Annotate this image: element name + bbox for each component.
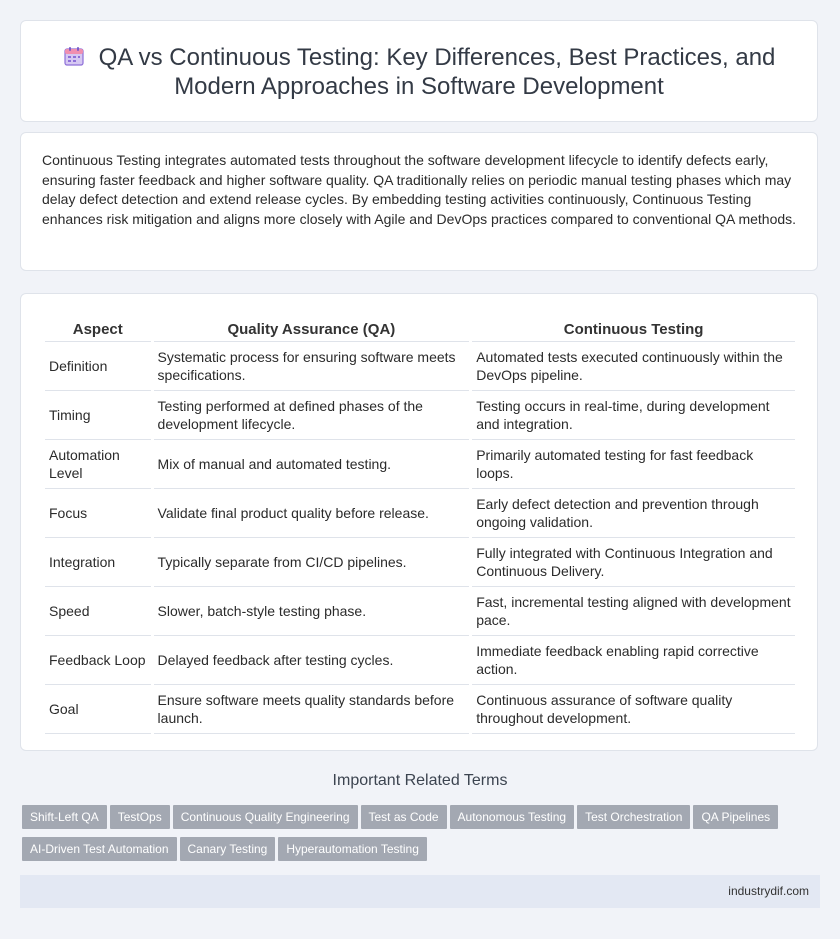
- tag-canary-testing[interactable]: Canary Testing: [180, 837, 276, 861]
- row-aspect: Feedback Loop: [45, 636, 151, 685]
- header-qa: Quality Assurance (QA): [154, 312, 470, 342]
- row-qa: Validate final product quality before release.: [154, 489, 470, 538]
- tag-test-orchestration[interactable]: Test Orchestration: [577, 805, 690, 829]
- row-qa: Typically separate from CI/CD pipelines.: [154, 538, 470, 587]
- row-ct: Immediate feedback enabling rapid corrective action.: [472, 636, 795, 685]
- header-aspect: Aspect: [45, 312, 151, 342]
- tag-test-as-code[interactable]: Test as Code: [361, 805, 447, 829]
- related-terms-heading: Important Related Terms: [332, 772, 508, 789]
- header-continuous-testing: Continuous Testing: [472, 312, 795, 342]
- table-row: [45, 636, 795, 685]
- calendar-icon: [63, 45, 85, 67]
- table-row: [45, 440, 795, 489]
- row-ct: Fully integrated with Continuous Integration and Continuous Delivery.: [472, 538, 795, 587]
- row-aspect: Timing: [45, 391, 151, 440]
- row-aspect: Integration: [45, 538, 151, 587]
- table-header-row: [45, 312, 795, 342]
- row-qa: Mix of manual and automated testing.: [154, 440, 470, 489]
- tag-shift-left-qa[interactable]: Shift-Left QA: [22, 805, 107, 829]
- table-row: [45, 538, 795, 587]
- row-ct: Automated tests executed continuously within the DevOps pipeline.: [472, 342, 795, 391]
- intro-paragraph: Continuous Testing integrates automated tests throughout the software development lifecycle to identify defects early, ensuring faster feedback and higher software quality. QA traditionally relies on periodic manual testing phases which may delay defect detection and extend release cycles. By embedding testing activities continuously, Continuous Testing enhances risk mitigation and aligns more closely with Agile and DevOps practices compared to conventional QA methods.: [42, 152, 797, 227]
- intro-card: [20, 132, 818, 271]
- row-qa: Delayed feedback after testing cycles.: [154, 636, 470, 685]
- row-aspect: Definition: [45, 342, 151, 391]
- row-qa: Systematic process for ensuring software meets specifications.: [154, 342, 470, 391]
- footer-site[interactable]: industrydif.com: [728, 884, 809, 898]
- row-aspect: Goal: [45, 685, 151, 734]
- footer: [20, 875, 820, 908]
- table-row: [45, 685, 795, 734]
- tag-testops[interactable]: TestOps: [110, 805, 170, 829]
- page-title-block: [21, 43, 817, 101]
- comparison-table: [42, 312, 798, 734]
- tag-hyperautomation-testing[interactable]: Hyperautomation Testing: [278, 837, 427, 861]
- row-qa: Slower, batch-style testing phase.: [154, 587, 470, 636]
- table-row: [45, 587, 795, 636]
- table-row: [45, 489, 795, 538]
- row-ct: Fast, incremental testing aligned with development pace.: [472, 587, 795, 636]
- row-ct: Early defect detection and prevention through ongoing validation.: [472, 489, 795, 538]
- row-ct: Testing occurs in real-time, during development and integration.: [472, 391, 795, 440]
- row-aspect: Focus: [45, 489, 151, 538]
- page-title: QA vs Continuous Testing: Key Differences, Best Practices, and Modern Approaches in Software Development: [98, 44, 776, 100]
- row-qa: Ensure software meets quality standards before launch.: [154, 685, 470, 734]
- tag-ai-driven-test-automation[interactable]: AI-Driven Test Automation: [22, 837, 177, 861]
- title-card: [20, 20, 818, 122]
- related-terms-list: [22, 805, 812, 869]
- tag-autonomous-testing[interactable]: Autonomous Testing: [450, 805, 575, 829]
- row-ct: Primarily automated testing for fast feedback loops.: [472, 440, 795, 489]
- row-qa: Testing performed at defined phases of the development lifecycle.: [154, 391, 470, 440]
- table-row: [45, 342, 795, 391]
- row-aspect: Speed: [45, 587, 151, 636]
- tag-continuous-quality-engineering[interactable]: Continuous Quality Engineering: [173, 805, 358, 829]
- row-aspect: Automation Level: [45, 440, 151, 489]
- comparison-card: [20, 293, 818, 751]
- table-row: [45, 391, 795, 440]
- tag-qa-pipelines[interactable]: QA Pipelines: [693, 805, 778, 829]
- row-ct: Continuous assurance of software quality throughout development.: [472, 685, 795, 734]
